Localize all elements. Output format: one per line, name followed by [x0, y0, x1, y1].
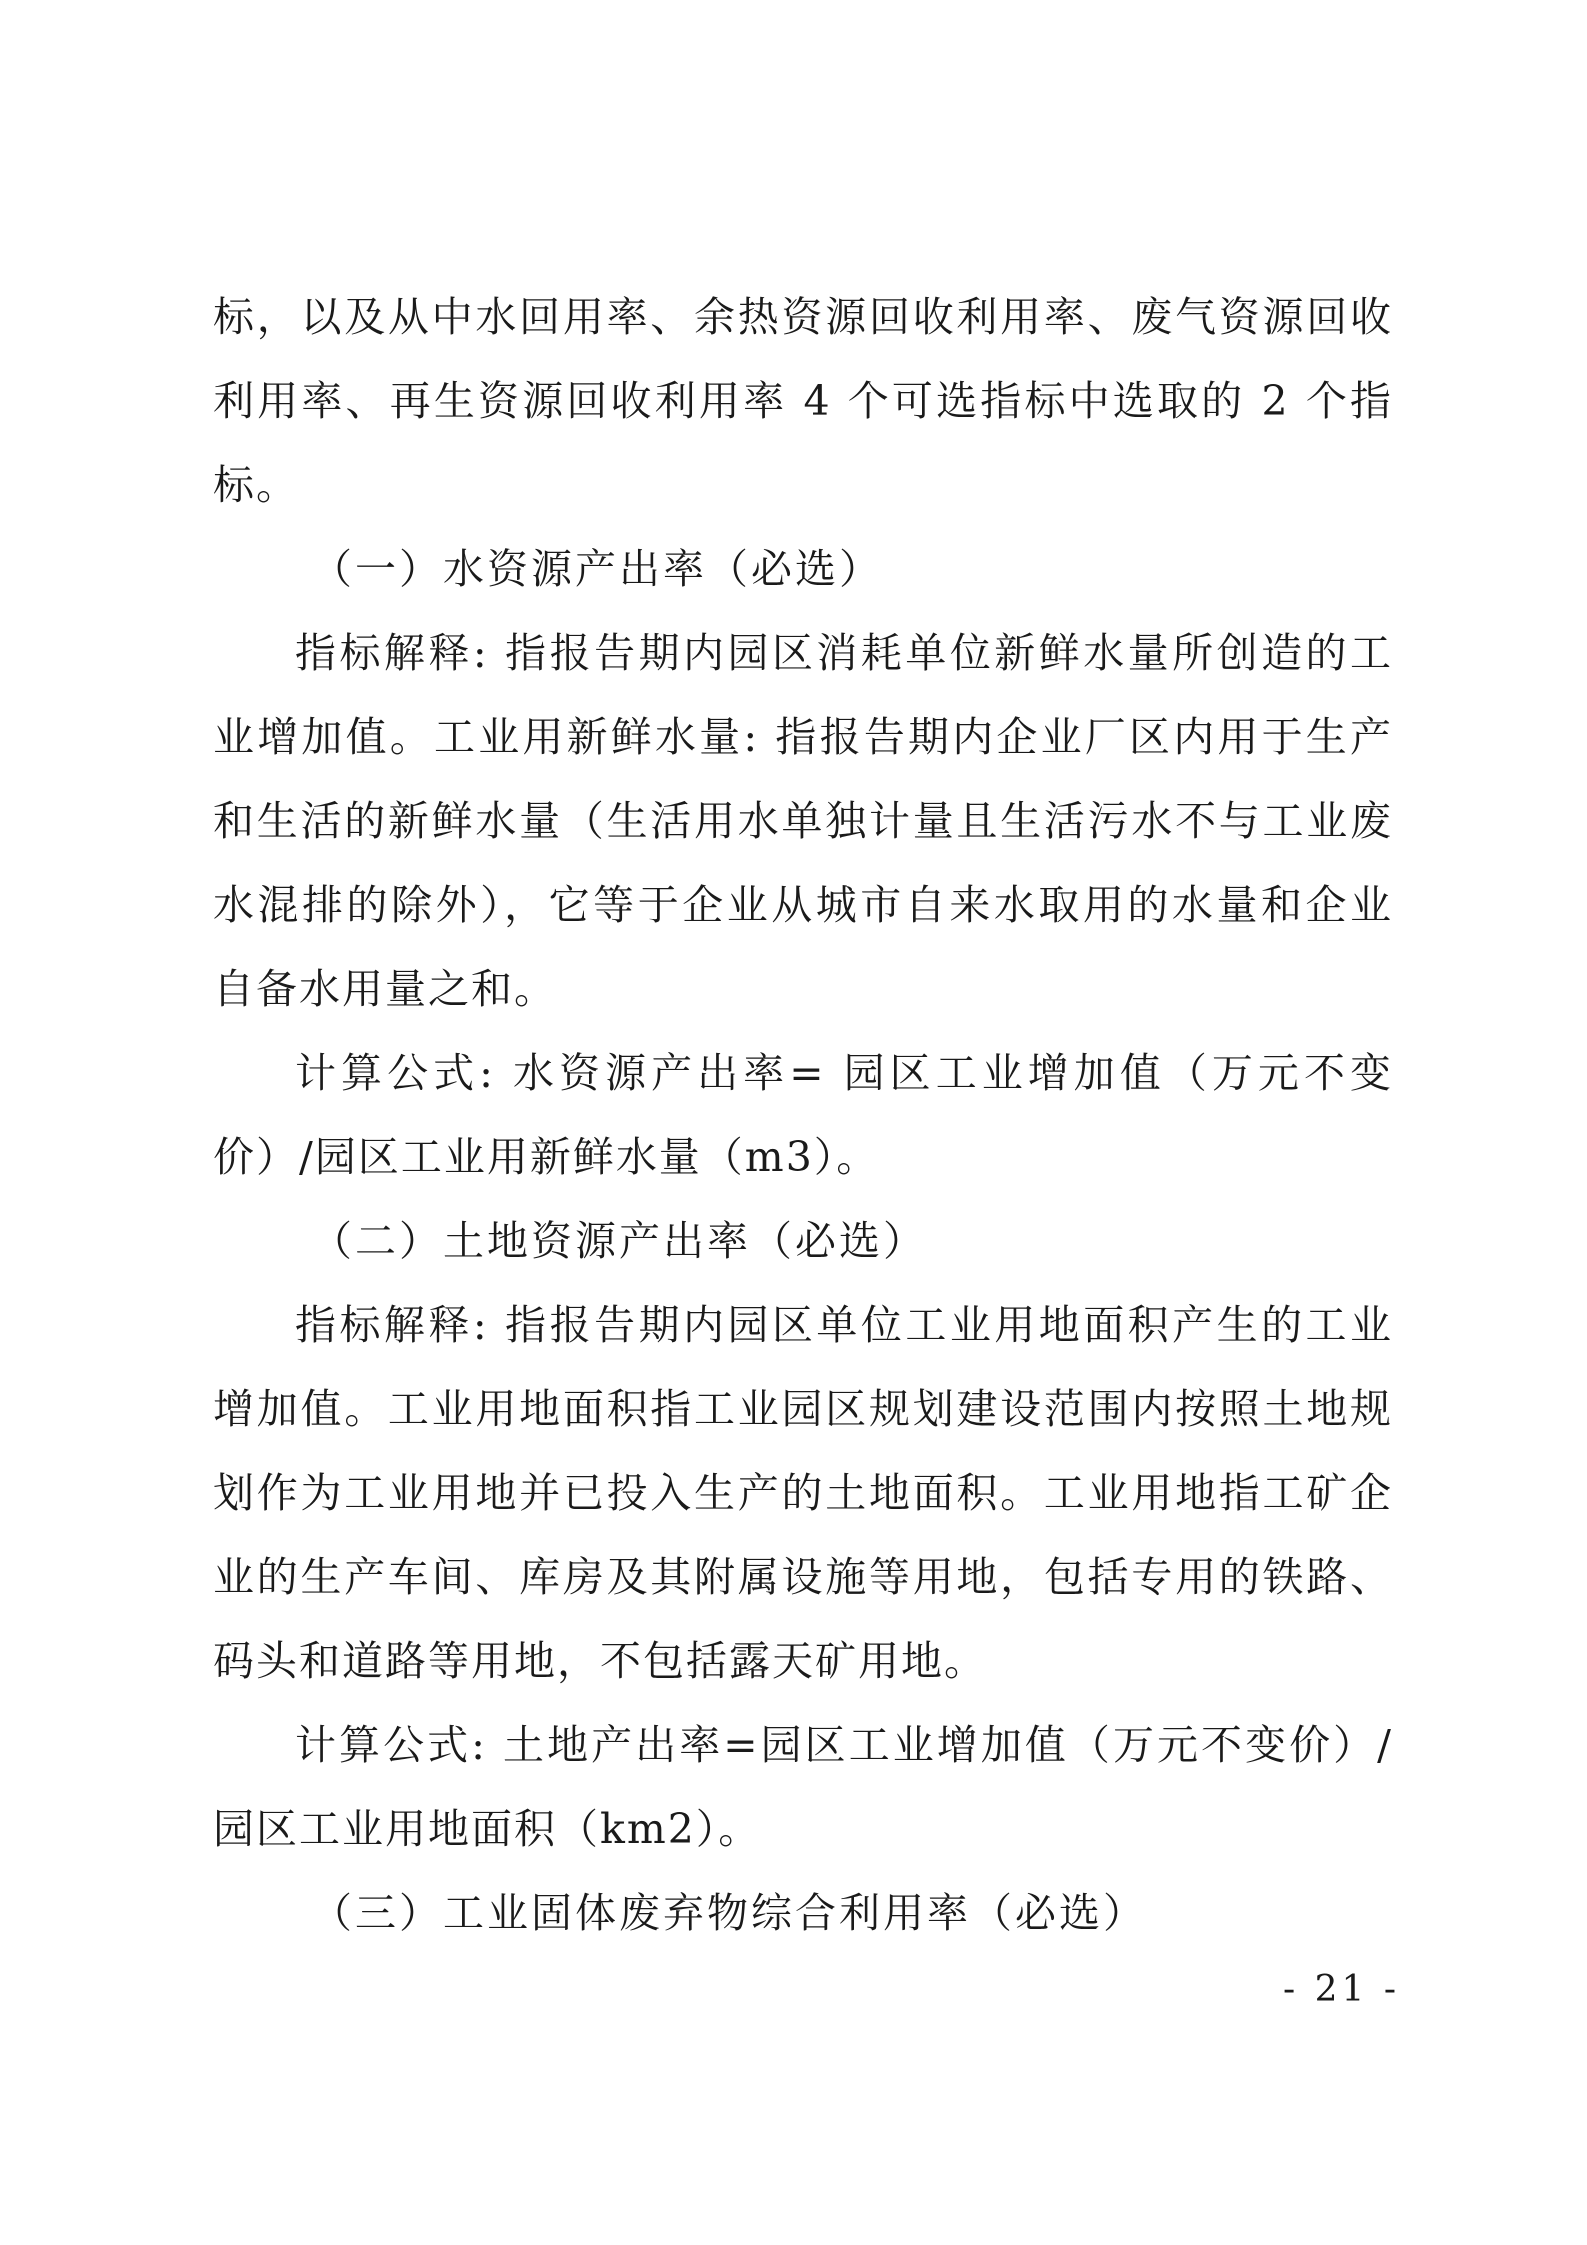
paragraph-water-formula: 计算公式: 水资源产出率= 园区工业增加值（万元不变价）/园区工业用新鲜水量（m3）。 — [213, 1049, 1393, 1181]
paragraph-water-definition: 指标解释: 指报告期内园区消耗单位新鲜水量所创造的工业增加值。工业用新鲜水量: 指报告期内企业厂区内用于生产和生活的新鲜水量（生活用水单独计量且生活污水不与工业废水混排的除外），它等于企业从城市自来水取用的水量和企业自备水用量之和。 — [213, 629, 1393, 1013]
section-heading-water-resource-output: （一）水资源产出率（必选） — [311, 545, 883, 593]
page-number: - 21 - — [1282, 1969, 1400, 2010]
section-heading-solid-waste-utilization: （三）工业固体废弃物综合利用率（必选） — [311, 1889, 1147, 1937]
paragraph-land-formula: 计算公式: 土地产出率=园区工业增加值（万元不变价）/园区工业用地面积（km2）。 — [213, 1721, 1393, 1853]
paragraph-continuation: 标，以及从中水回用率、余热资源回收利用率、废气资源回收利用率、再生资源回收利用率 4 个可选指标中选取的 2 个指标。 — [213, 293, 1393, 509]
body-text — [213, 275, 1393, 1955]
section-heading-land-resource-output: （二）土地资源产出率（必选） — [311, 1217, 927, 1265]
paragraph-land-definition: 指标解释: 指报告期内园区单位工业用地面积产生的工业增加值。工业用地面积指工业园区规划建设范围内按照土地规划作为工业用地并已投入生产的土地面积。工业用地指工矿企业的生产车间、库房及其附属设施等用地，包括专用的铁路、码头和道路等用地，不包括露天矿用地。 — [213, 1301, 1393, 1685]
